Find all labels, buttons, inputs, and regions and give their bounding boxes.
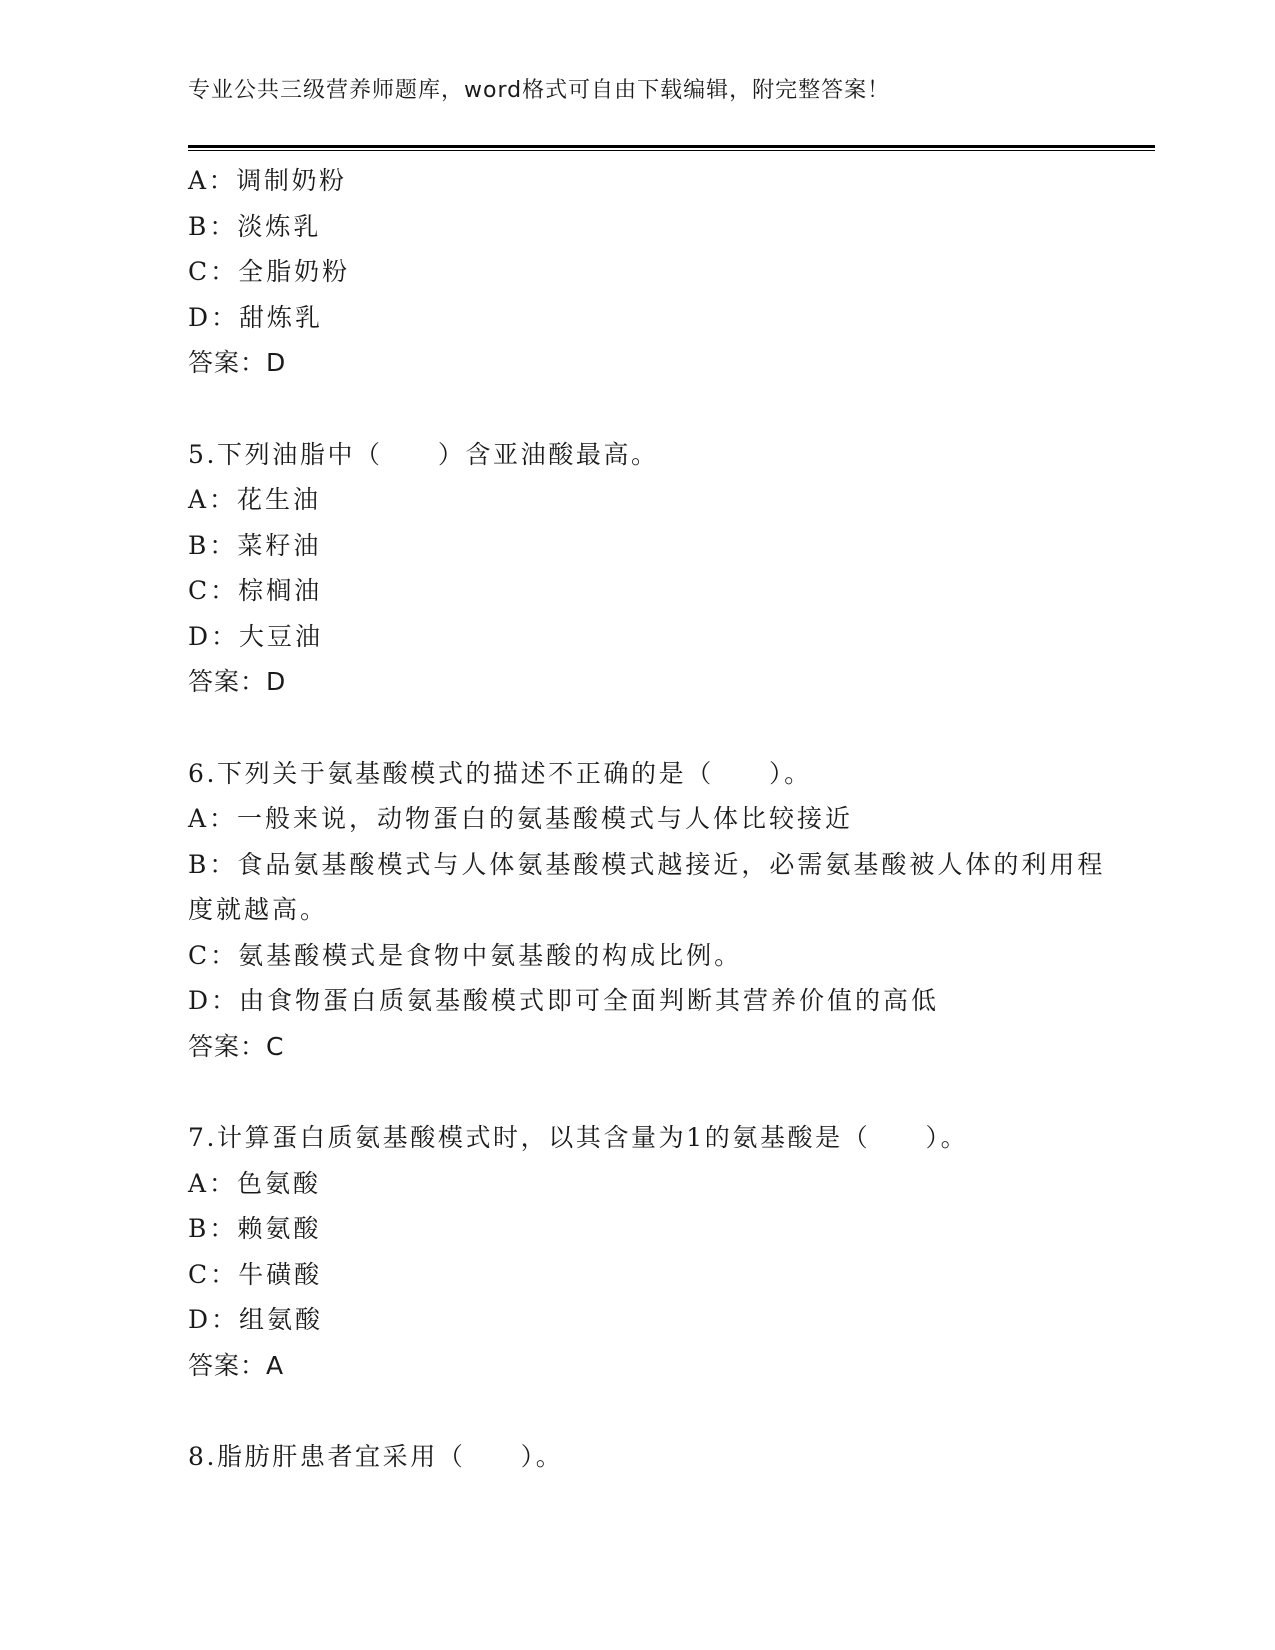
answer: 答案：A	[188, 1350, 285, 1380]
question-6	[188, 751, 1108, 1070]
header-divider	[188, 145, 1155, 152]
question-8	[188, 1434, 1108, 1480]
option-a: A：一般来说，动物蛋白的氨基酸模式与人体比较接近	[188, 804, 854, 833]
answer: 答案：C	[188, 1031, 285, 1061]
question-stem: 7.计算蛋白质氨基酸模式时，以其含量为1的氨基酸是（ ）。	[188, 1123, 969, 1152]
option-b: B：淡炼乳	[188, 211, 322, 241]
document-body	[188, 158, 1108, 1480]
answer: 答案：D	[188, 348, 287, 377]
question-7	[188, 1115, 1108, 1388]
header-divider-thick	[188, 145, 1155, 148]
option-d: D：组氨酸	[188, 1305, 324, 1334]
spacer	[188, 705, 1108, 751]
question-5	[188, 432, 1108, 705]
option-b: B：菜籽油	[188, 530, 322, 560]
option-d: D：大豆油	[188, 621, 324, 651]
question-4-continued	[188, 158, 1108, 386]
option-d: D：由食物蛋白质氨基酸模式即可全面判断其营养价值的高低	[188, 986, 940, 1015]
option-a: A：花生油	[188, 485, 322, 514]
spacer	[188, 1388, 1108, 1434]
option-b: B：赖氨酸	[188, 1214, 322, 1243]
option-d: D：甜炼乳	[188, 302, 324, 332]
option-b: B：食品氨基酸模式与人体氨基酸模式越接近，必需氨基酸被人体的利用程度就越高。	[188, 849, 1106, 924]
question-stem: 5.下列油脂中（ ）含亚油酸最高。	[188, 439, 659, 469]
option-c: C：全脂奶粉	[188, 257, 351, 286]
option-c: C：氨基酸模式是食物中氨基酸的构成比例。	[188, 940, 743, 970]
option-a: A：色氨酸	[188, 1168, 322, 1198]
answer: 答案：D	[188, 667, 287, 696]
header-divider-thin	[188, 150, 1155, 151]
question-stem: 6.下列关于氨基酸模式的描述不正确的是（ ）。	[188, 758, 812, 788]
option-c: C：棕榈油	[188, 576, 323, 605]
option-a: A：调制奶粉	[188, 166, 347, 195]
question-stem: 8.脂肪肝患者宜采用（ ）。	[188, 1442, 564, 1471]
spacer	[188, 1069, 1108, 1115]
spacer	[188, 386, 1108, 432]
document-header: 专业公共三级营养师题库，word格式可自由下载编辑，附完整答案！	[188, 78, 891, 103]
option-c: C：牛磺酸	[188, 1259, 323, 1289]
